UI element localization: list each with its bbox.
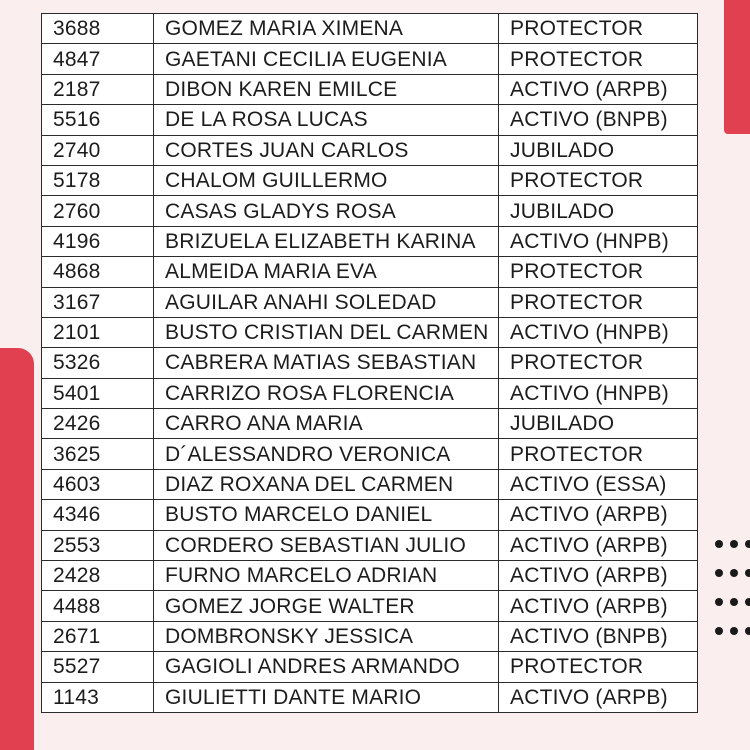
member-name-cell: BUSTO MARCELO DANIEL <box>154 500 499 530</box>
member-category-cell: ACTIVO (ARPB) <box>499 591 698 621</box>
dot <box>715 627 723 635</box>
member-number-cell: 4196 <box>42 226 154 256</box>
members-table-body <box>42 14 698 713</box>
member-number-cell: 2553 <box>42 530 154 560</box>
member-category-cell: ACTIVO (ARPB) <box>499 561 698 591</box>
dot <box>745 569 750 577</box>
dot <box>730 569 738 577</box>
member-name-cell: GIULIETTI DANTE MARIO <box>154 682 499 712</box>
member-name-cell: CASAS GLADYS ROSA <box>154 196 499 226</box>
member-category-cell: ACTIVO (HNPB) <box>499 317 698 347</box>
member-number-cell: 2671 <box>42 621 154 651</box>
member-number-cell: 2187 <box>42 74 154 104</box>
dot <box>715 569 723 577</box>
table-row <box>42 74 698 104</box>
member-number-cell: 4488 <box>42 591 154 621</box>
member-category-cell: ACTIVO (HNPB) <box>499 226 698 256</box>
table-row <box>42 378 698 408</box>
member-name-cell: CORTES JUAN CARLOS <box>154 135 499 165</box>
member-name-cell: GOMEZ JORGE WALTER <box>154 591 499 621</box>
table-row <box>42 44 698 74</box>
table-row <box>42 530 698 560</box>
table-row <box>42 317 698 347</box>
member-number-cell: 4847 <box>42 44 154 74</box>
member-name-cell: FURNO MARCELO ADRIAN <box>154 561 499 591</box>
member-name-cell: GAGIOLI ANDRES ARMANDO <box>154 652 499 682</box>
member-category-cell: PROTECTOR <box>499 165 698 195</box>
member-name-cell: ALMEIDA MARIA EVA <box>154 257 499 287</box>
member-name-cell: AGUILAR ANAHI SOLEDAD <box>154 287 499 317</box>
member-name-cell: DIBON KAREN EMILCE <box>154 74 499 104</box>
table-row <box>42 500 698 530</box>
member-name-cell: BUSTO CRISTIAN DEL CARMEN <box>154 317 499 347</box>
table-row <box>42 469 698 499</box>
member-name-cell: DE LA ROSA LUCAS <box>154 105 499 135</box>
table-row <box>42 135 698 165</box>
dot <box>745 598 750 606</box>
table-row <box>42 348 698 378</box>
accent-bar-bottom-left <box>0 348 34 750</box>
member-number-cell: 4346 <box>42 500 154 530</box>
table-row <box>42 287 698 317</box>
table-row <box>42 591 698 621</box>
member-name-cell: DIAZ ROXANA DEL CARMEN <box>154 469 499 499</box>
dot <box>745 627 750 635</box>
member-number-cell: 3688 <box>42 14 154 44</box>
member-number-cell: 3167 <box>42 287 154 317</box>
member-number-cell: 2760 <box>42 196 154 226</box>
members-table <box>41 13 698 713</box>
member-number-cell: 3625 <box>42 439 154 469</box>
member-name-cell: CARRIZO ROSA FLORENCIA <box>154 378 499 408</box>
member-name-cell: BRIZUELA ELIZABETH KARINA <box>154 226 499 256</box>
dot <box>745 540 750 548</box>
dot <box>730 540 738 548</box>
member-number-cell: 1143 <box>42 682 154 712</box>
member-category-cell: ACTIVO (ARPB) <box>499 500 698 530</box>
member-number-cell: 2101 <box>42 317 154 347</box>
member-category-cell: ACTIVO (BNPB) <box>499 621 698 651</box>
member-number-cell: 2426 <box>42 409 154 439</box>
member-category-cell: JUBILADO <box>499 196 698 226</box>
dot <box>730 598 738 606</box>
member-category-cell: PROTECTOR <box>499 257 698 287</box>
dot <box>715 598 723 606</box>
member-name-cell: D´ALESSANDRO VERONICA <box>154 439 499 469</box>
member-category-cell: JUBILADO <box>499 409 698 439</box>
member-name-cell: GOMEZ MARIA XIMENA <box>154 14 499 44</box>
member-category-cell: ACTIVO (BNPB) <box>499 105 698 135</box>
table-row <box>42 652 698 682</box>
member-name-cell: GAETANI CECILIA EUGENIA <box>154 44 499 74</box>
accent-bar-top-right <box>724 0 750 134</box>
member-name-cell: CHALOM GUILLERMO <box>154 165 499 195</box>
table-row <box>42 105 698 135</box>
table-row <box>42 226 698 256</box>
table-row <box>42 14 698 44</box>
table-row <box>42 165 698 195</box>
member-category-cell: ACTIVO (ARPB) <box>499 682 698 712</box>
member-category-cell: PROTECTOR <box>499 14 698 44</box>
table-row <box>42 621 698 651</box>
member-number-cell: 5178 <box>42 165 154 195</box>
member-category-cell: PROTECTOR <box>499 652 698 682</box>
table-row <box>42 682 698 712</box>
member-number-cell: 5326 <box>42 348 154 378</box>
table-row <box>42 257 698 287</box>
decorative-dot-grid <box>715 540 750 636</box>
member-number-cell: 4603 <box>42 469 154 499</box>
member-category-cell: ACTIVO (ARPB) <box>499 74 698 104</box>
member-name-cell: CORDERO SEBASTIAN JULIO <box>154 530 499 560</box>
member-name-cell: CARRO ANA MARIA <box>154 409 499 439</box>
dot <box>730 627 738 635</box>
member-number-cell: 5527 <box>42 652 154 682</box>
table-row <box>42 561 698 591</box>
dot <box>715 540 723 548</box>
member-number-cell: 2428 <box>42 561 154 591</box>
table-row <box>42 439 698 469</box>
member-number-cell: 2740 <box>42 135 154 165</box>
member-category-cell: JUBILADO <box>499 135 698 165</box>
member-category-cell: ACTIVO (ARPB) <box>499 530 698 560</box>
member-category-cell: ACTIVO (ESSA) <box>499 469 698 499</box>
member-number-cell: 4868 <box>42 257 154 287</box>
member-name-cell: CABRERA MATIAS SEBASTIAN <box>154 348 499 378</box>
table-row <box>42 196 698 226</box>
member-name-cell: DOMBRONSKY JESSICA <box>154 621 499 651</box>
member-category-cell: ACTIVO (HNPB) <box>499 378 698 408</box>
member-category-cell: PROTECTOR <box>499 348 698 378</box>
member-category-cell: PROTECTOR <box>499 44 698 74</box>
member-number-cell: 5516 <box>42 105 154 135</box>
member-category-cell: PROTECTOR <box>499 287 698 317</box>
table-row <box>42 409 698 439</box>
member-number-cell: 5401 <box>42 378 154 408</box>
member-category-cell: PROTECTOR <box>499 439 698 469</box>
